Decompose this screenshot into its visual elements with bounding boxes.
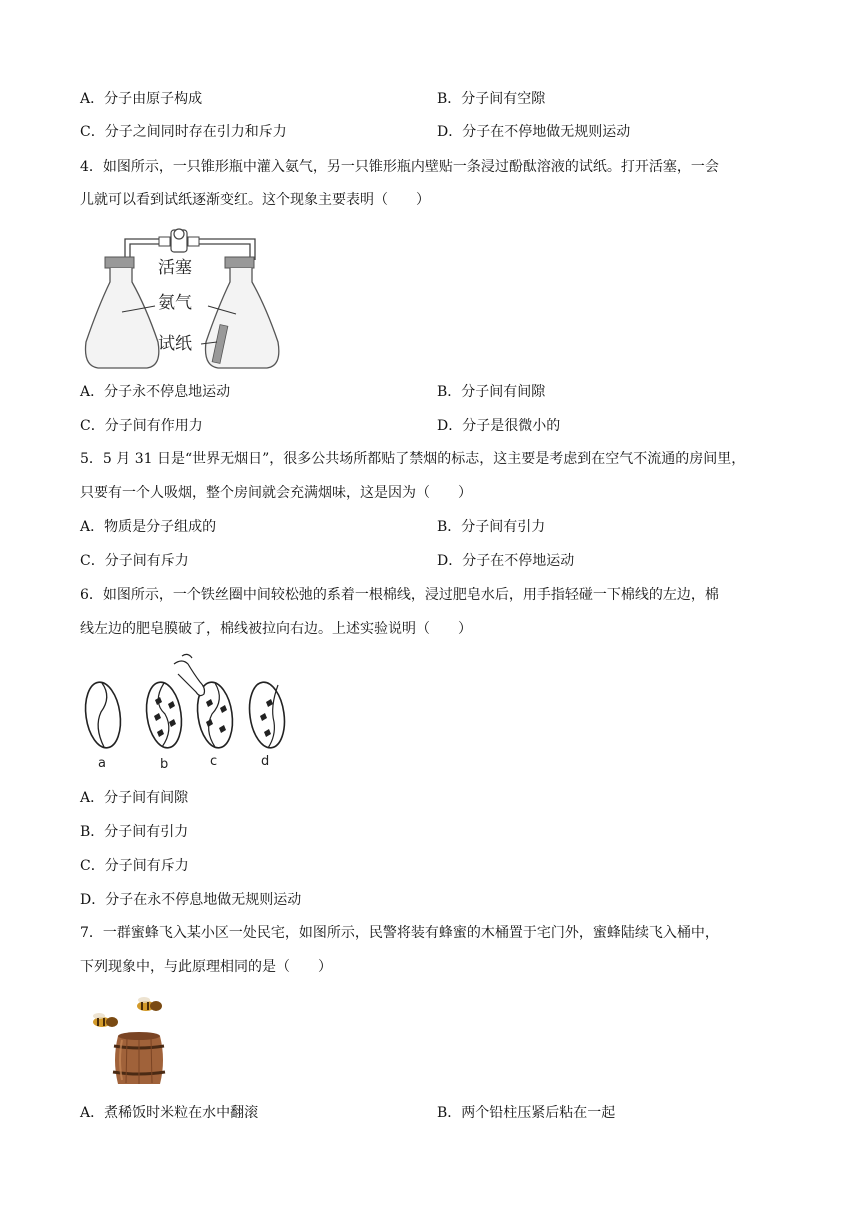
label-a: a [98,756,106,771]
label-paper: 试纸 [158,334,192,354]
q6-stem-line1: 6．如图所示，一个铁丝圈中间较松弛的系着一根棉线，浸过肥皂水后，用手指轻碰一下棉线的左边，棉 [80,587,719,603]
q4-option-a: A．分子永不停息地运动 [80,384,231,400]
wire-loop-a-icon [82,680,124,750]
q4-stem-line2: 儿就可以看到试纸逐渐变红。这个现象主要表明（ ） [80,192,430,208]
q3-option-a: A．分子由原子构成 [80,91,203,107]
label-b: b [160,757,169,772]
q7-stem-line2: 下列现象中，与此原理相同的是（ ） [80,959,332,975]
q6-option-b: B．分子间有引力 [80,824,189,840]
wire-loop-b-icon [143,680,186,750]
q6-option-d: D．分子在永不停息地做无规则运动 [80,892,302,908]
q4-option-d: D．分子是很微小的 [437,418,561,434]
label-gas: 氨气 [158,293,192,313]
q3-option-c: C．分子之间同时存在引力和斥力 [80,124,287,140]
q7-option-b: B．两个铅柱压紧后粘在一起 [437,1105,616,1121]
q7-stem-line1: 7．一群蜜蜂飞入某小区一处民宅，如图所示，民警将装有蜂蜜的木桶置于宅门外，蜜蜂陆续飞入桶中， [80,925,719,941]
valve-icon [159,229,199,252]
q4-option-c: C．分子间有作用力 [80,418,203,434]
wire-loop-d-icon [246,680,289,750]
barrel-icon [113,1032,165,1084]
q6-option-a: A．分子间有间隙 [80,790,189,806]
q4-option-b: B．分子间有间隙 [437,384,546,400]
q3-option-b: B．分子间有空隙 [437,91,546,107]
q5-option-a: A．物质是分子组成的 [80,519,217,535]
label-valve: 活塞 [158,258,192,278]
bees-barrel-figure [82,994,172,1090]
bee-icon [137,997,162,1011]
label-c: c [210,754,218,769]
q6-stem-line2: 线左边的肥皂膜破了，棉线被拉向右边。上述实验说明（ ） [80,621,472,637]
q5-stem-line1: 5．5 月 31 日是“世界无烟日”，很多公共场所都贴了禁烟的标志，这主要是考虑到在空气不流通的房间里， [80,451,746,467]
q5-option-c: C．分子间有斥力 [80,553,189,569]
right-flask-icon [206,257,279,368]
bee-icon [93,1013,118,1027]
q5-option-d: D．分子在不停地运动 [437,553,575,569]
q3-option-d: D．分子在不停地做无规则运动 [437,124,631,140]
q6-option-c: C．分子间有斥力 [80,858,189,874]
q5-stem-line2: 只要有一个人吸烟，整个房间就会充满烟味，这是因为（ ） [80,485,472,501]
q7-option-a: A．煮稀饭时米粒在水中翻滚 [80,1105,259,1121]
label-d: d [261,754,270,769]
q4-stem-line1: 4．如图所示，一只锥形瓶中灌入氨气，另一只锥形瓶内壁贴一条浸过酚酞溶液的试纸。打开活塞，一会 [80,159,719,175]
left-flask-icon [86,257,159,368]
soap-film-figure [82,652,292,772]
q5-option-b: B．分子间有引力 [437,519,546,535]
flasks-figure [80,222,285,372]
finger-icon [174,654,205,695]
